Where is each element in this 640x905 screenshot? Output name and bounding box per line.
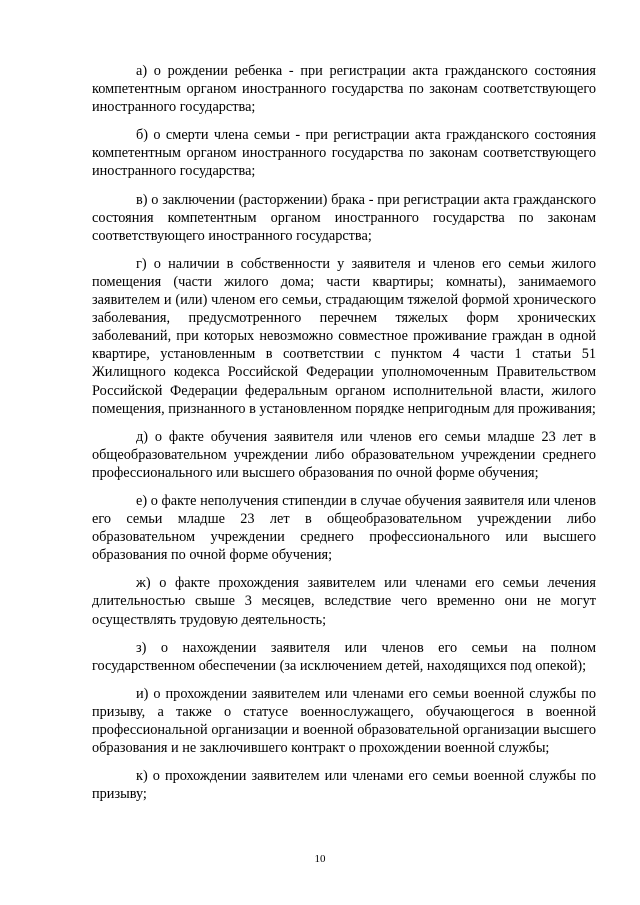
paragraph-d: д) о факте обучения заявителя или членов его семьи младше 23 лет в общеобразовательном учреждении либо образовательном учреждении среднего профессионального или высшего образования по очной форме обучения; (92, 428, 596, 481)
paragraph-i: и) о прохождении заявителем или членами его семьи военной службы по призыву, а также о статусе военнослужащего, обучающегося в военной профессиональной организации и военной образовательной организации высшего образования и не заключившего контракт о прохождении военной службы; (92, 685, 596, 757)
paragraph-g: г) о наличии в собственности у заявителя и членов его семьи жилого помещения (части жилого дома; части квартиры; комнаты), занимаемого заявителем и (или) членом его семьи, страдающим тяжелой формой хронического заболевания, предусмотренного перечнем тяжелых форм хронических заболеваний, при которых невозможно совместное проживание граждан в одной квартире, установленным в соответствии с пунктом 4 части 1 статьи 51 Жилищного кодекса Российской Федерации уполномоченным Правительством Российской Федерации федеральным органом исполнительной власти, жилого помещения, признанного в установленном порядке непригодным для проживания; (92, 255, 596, 417)
page-number: 10 (314, 853, 326, 865)
paragraph-b: б) о смерти члена семьи - при регистрации акта гражданского состояния компетентным органом иностранного государства по законам соответствующего иностранного государства; (92, 127, 596, 180)
paragraph-zh: ж) о факте прохождения заявителем или членами его семьи лечения длительностью свыше 3 месяцев, вследствие чего временно они не могут осуществлять трудовую деятельность; (92, 575, 596, 628)
paragraph-k: к) о прохождении заявителем или членами его семьи военной службы по призыву; (92, 768, 596, 803)
paragraph-e: е) о факте неполучения стипендии в случае обучения заявителя или членов его семьи младше 23 лет в общеобразовательном учреждении либо образовательном учреждении среднего профессионального или высшего образования по очной форме обучения; (92, 492, 596, 564)
paragraph-v: в) о заключении (расторжении) брака - при регистрации акта гражданского состояния компетентным органом иностранного государства по законам соответствующего иностранного государства; (92, 191, 596, 244)
document-body (92, 62, 596, 813)
paragraph-a: а) о рождении ребенка - при регистрации акта гражданского состояния компетентным органом иностранного государства по законам соответствующего иностранного государства; (92, 63, 596, 116)
paragraph-z: з) о нахождении заявителя или членов его семьи на полном государственном обеспечении (за исключением детей, находящихся под опекой); (92, 639, 596, 674)
